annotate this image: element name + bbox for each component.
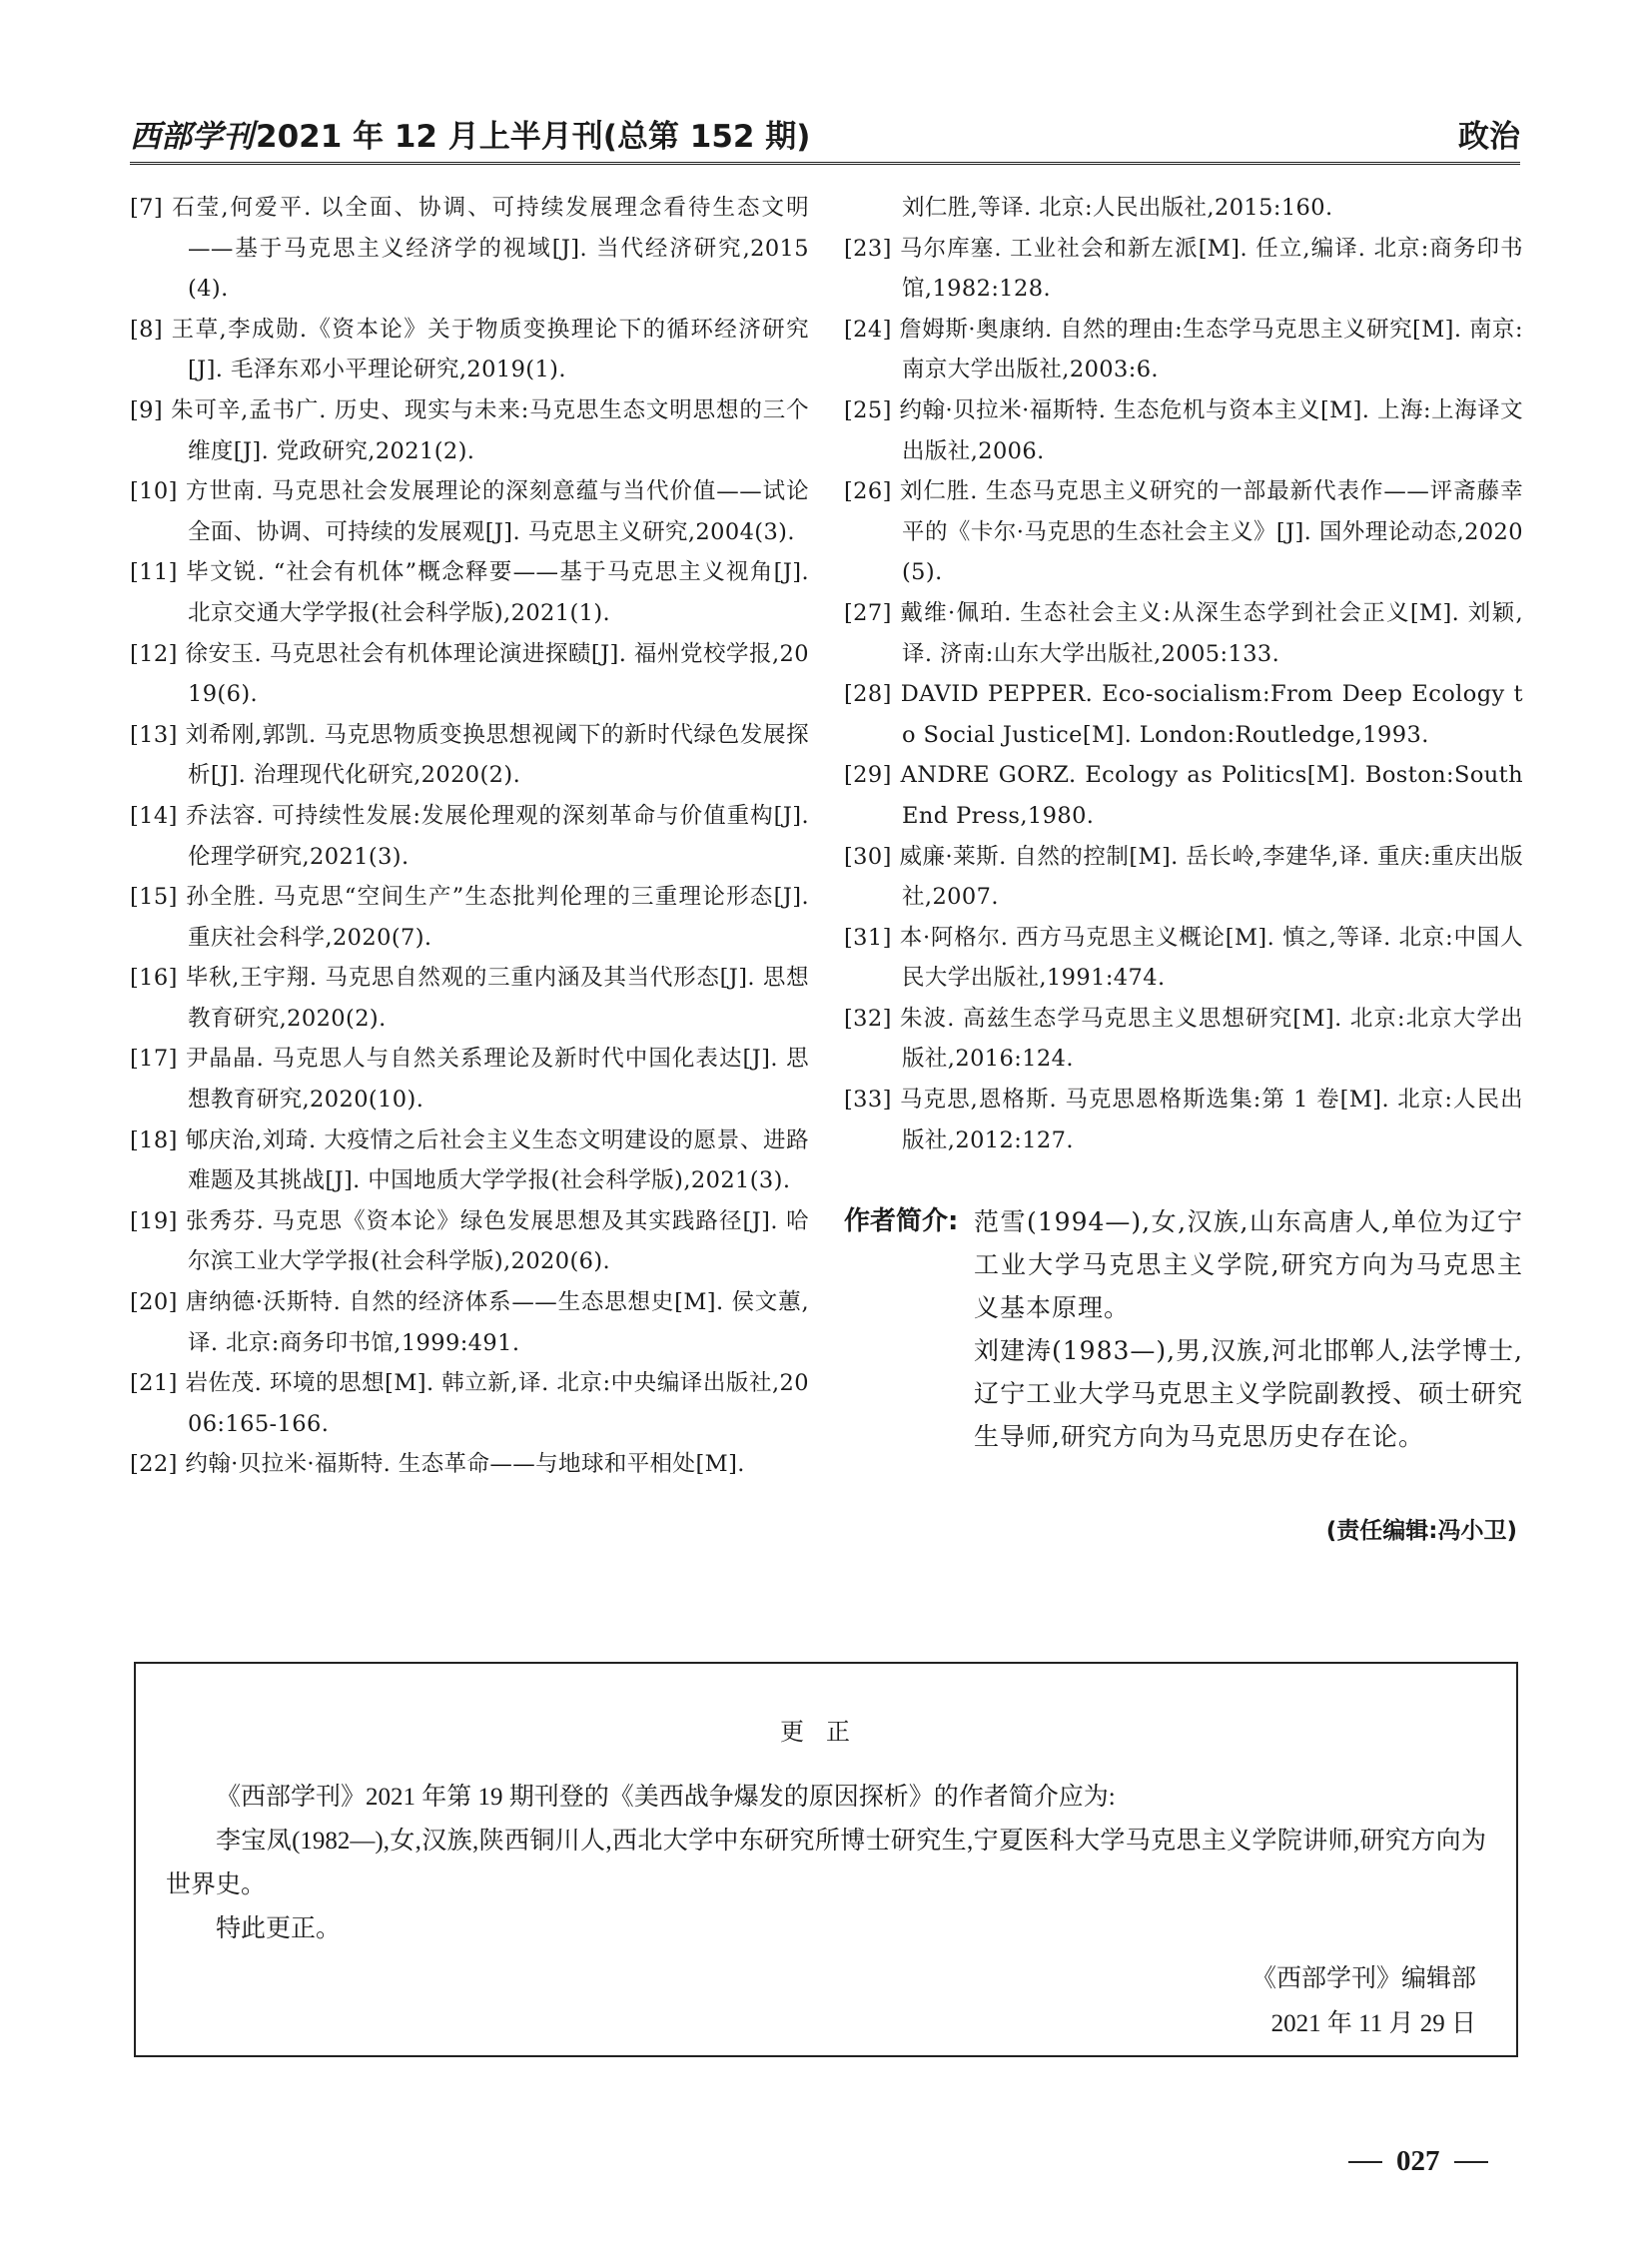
correction-paragraph-2: 李宝凤(1982—),女,汉族,陕西铜川人,西北大学中东研究所博士研究生,宁夏医科大学马克思主义学院讲师,研究方向为世界史。 — [166, 1828, 1486, 1898]
reference-item: [25] 约翰·贝拉米·福斯特. 生态危机与资本主义[M]. 上海:上海译文出版社,2006. — [844, 396, 1523, 464]
reference-item: [23] 马尔库塞. 工业社会和新左派[M]. 任立,编译. 北京:商务印书馆,1982:128. — [844, 235, 1523, 303]
reference-item: [26] 刘仁胜. 生态马克思主义研究的一部最新代表作——评斋藤幸平的《卡尔·马克思的生态社会主义》[J]. 国外理论动态,2020(5). — [844, 478, 1523, 586]
page-number-dash-left — [1348, 2161, 1382, 2163]
author-bio-label: 作者简介: — [844, 1206, 959, 1236]
reference-item: [7] 石莹,何爱平. 以全面、协调、可持续发展理念看待生态文明——基于马克思主义经济学的视域[J]. 当代经济研究,2015(4). — [130, 195, 809, 303]
reference-continuation: 刘仁胜,等译. 北京:人民出版社,2015:160. — [902, 195, 1333, 221]
reference-item: [18] 郇庆治,刘琦. 大疫情之后社会主义生态文明建设的愿景、进路难题及其挑战[J]. 中国地质大学学报(社会科学版),2021(3). — [130, 1126, 809, 1194]
reference-item: [14] 乔法容. 可持续性发展:发展伦理观的深刻革命与价值重构[J]. 伦理学研究,2021(3). — [130, 802, 809, 870]
correction-paragraph-1: 《西部学刊》2021 年第 19 期刊登的《美西战争爆发的原因探析》的作者简介应为: — [216, 1784, 1116, 1811]
reference-item: [29] ANDRE GORZ. Ecology as Politics[M]. Boston:South End Press,1980. — [844, 762, 1523, 829]
references-right-column — [844, 188, 1523, 1160]
responsible-editor: (责任编辑:冯小卫) — [1325, 1518, 1517, 1544]
reference-item: [22] 约翰·贝拉米·福斯特. 生态革命——与地球和平相处[M]. — [130, 1451, 745, 1478]
page-number — [1348, 2145, 1548, 2178]
header-section: 政治 — [1458, 119, 1520, 155]
page-number-dash-right — [1454, 2161, 1488, 2163]
reference-item: [9] 朱可辛,孟书广. 历史、现实与未来:马克思生态文明思想的三个维度[J]. 党政研究,2021(2). — [130, 396, 809, 464]
reference-item: [27] 戴维·佩珀. 生态社会主义:从深生态学到社会正义[M]. 刘颖,译. 济南:山东大学出版社,2005:133. — [844, 599, 1523, 667]
running-header — [130, 112, 1520, 165]
page-number-value: 027 — [1396, 2145, 1440, 2177]
reference-item: [32] 朱波. 高兹生态学马克思主义思想研究[M]. 北京:北京大学出版社,2016:124. — [844, 1005, 1523, 1073]
reference-item: [13] 刘希刚,郭凯. 马克思物质变换思想视阈下的新时代绿色发展探析[J]. 治理现代化研究,2020(2). — [130, 721, 809, 789]
reference-item: [30] 威廉·莱斯. 自然的控制[M]. 岳长岭,李建华,译. 重庆:重庆出版社,2007. — [844, 843, 1523, 911]
correction-title: 更正 — [780, 1718, 872, 1746]
reference-item: [16] 毕秋,王宇翔. 马克思自然观的三重内涵及其当代形态[J]. 思想教育研究,2020(2). — [130, 965, 809, 1032]
reference-item: [20] 唐纳德·沃斯特. 自然的经济体系——生态思想史[M]. 侯文蕙,译. 北京:商务印书馆,1999:491. — [130, 1289, 809, 1356]
reference-item: [19] 张秀芬. 马克思《资本论》绿色发展思想及其实践路径[J]. 哈尔滨工业大学学报(社会科学版),2020(6). — [130, 1207, 809, 1275]
reference-item: [12] 徐安玉. 马克思社会有机体理论演进探赜[J]. 福州党校学报,2019(6). — [130, 640, 809, 708]
reference-item: [15] 孙全胜. 马克思“空间生产”生态批判伦理的三重理论形态[J]. 重庆社会科学,2020(7). — [130, 884, 809, 951]
author-bio-first: 范雪(1994—),女,汉族,山东高唐人,单位为辽宁工业大学马克思主义学院,研究方向为马克思主义基本原理。 — [974, 1207, 1523, 1322]
journal-logo: 西部学刊 — [130, 119, 254, 155]
reference-item: [21] 岩佐茂. 环境的思想[M]. 韩立新,译. 北京:中央编译出版社,2006:165-166. — [130, 1370, 809, 1437]
author-bio-second: 刘建涛(1983—),男,汉族,河北邯郸人,法学博士,辽宁工业大学马克思主义学院副教授、硕士研究生导师,研究方向为马克思历史存在论。 — [974, 1336, 1523, 1451]
reference-item: [17] 尹晶晶. 马克思人与自然关系理论及新时代中国化表达[J]. 思想教育研究,2020(10). — [130, 1046, 809, 1114]
header-journal — [130, 111, 810, 156]
correction-signature: 《西部学刊》编辑部 — [1250, 1965, 1476, 1992]
reference-item: [8] 王草,李成勋.《资本论》关于物质变换理论下的循环经济研究[J]. 毛泽东邓小平理论研究,2019(1). — [130, 316, 809, 383]
header-issue: 2021 年 12 月上半月刊(总第 152 期) — [256, 119, 811, 155]
correction-notice — [134, 1662, 1518, 2057]
references-left-column — [130, 188, 809, 1485]
reference-item: [10] 方世南. 马克思社会发展理论的深刻意蕴与当代价值——试论全面、协调、可持续的发展观[J]. 马克思主义研究,2004(3). — [130, 478, 809, 545]
reference-item: [33] 马克思,恩格斯. 马克思恩格斯选集:第 1 卷[M]. 北京:人民出版社,2012:127. — [844, 1087, 1523, 1153]
reference-item: [24] 詹姆斯·奥康纳. 自然的理由:生态学马克思主义研究[M]. 南京:南京大学出版社,2003:6. — [844, 316, 1523, 383]
reference-item: [28] DAVID PEPPER. Eco-socialism:From Deep Ecology to Social Justice[M]. London:Routledge,1993. — [844, 681, 1523, 748]
correction-paragraph-3: 特此更正。 — [216, 1915, 342, 1942]
reference-item: [11] 毕文锐. “社会有机体”概念释要——基于马克思主义视角[J]. 北京交通大学学报(社会科学版),2021(1). — [130, 559, 809, 626]
reference-item: [31] 本·阿格尔. 西方马克思主义概论[M]. 慎之,等译. 北京:中国人民大学出版社,1991:474. — [844, 924, 1523, 992]
author-bio — [844, 1200, 1523, 1458]
correction-date: 2021 年 11 月 29 日 — [1270, 2010, 1476, 2037]
